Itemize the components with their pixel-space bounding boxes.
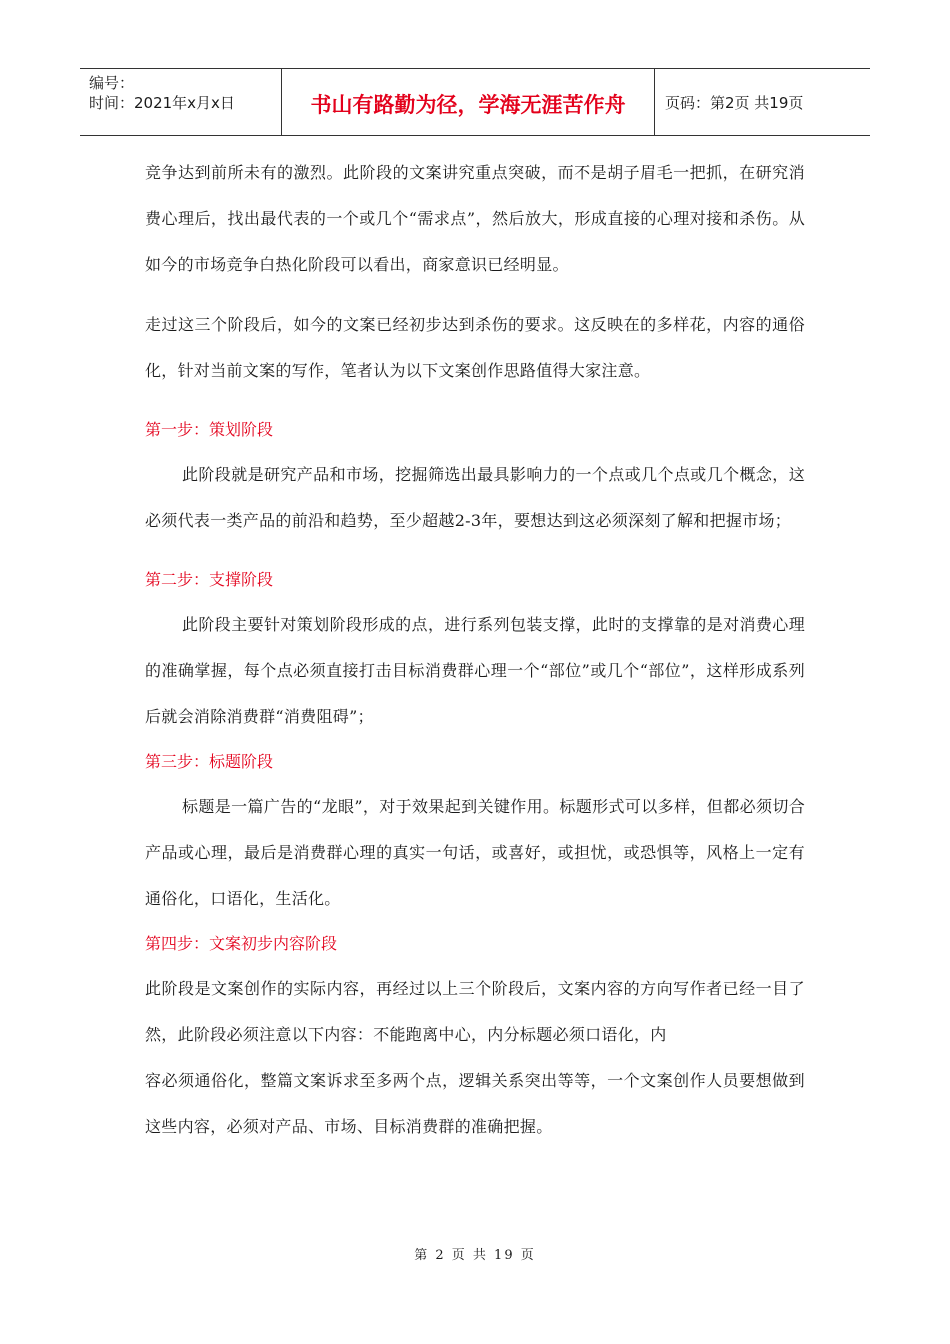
step-4-body-part-a: 此阶段是文案创作的实际内容，再经过以上三个阶段后，文案内容的方向写作者已经一目了然，此阶段必须注意以下内容：不能跑离中心，内分标题必须口语化，内: [145, 979, 805, 1044]
document-body: [145, 150, 805, 1150]
step-3-heading: 第三步：标题阶段: [145, 752, 274, 771]
paragraph: 走过这三个阶段后，如今的文案已经初步达到杀伤的要求。这反映在的多样花，内容的通俗化，针对当前文案的写作，笔者认为以下文案创作思路值得大家注意。: [145, 315, 805, 380]
time-label: 时间：2021年x月x日: [89, 94, 235, 112]
header-meta: [80, 69, 282, 135]
step-2-body: 此阶段主要针对策划阶段形成的点，进行系列包装支撑，此时的支撑靠的是对消费心理的准确掌握，每个点必须直接打击目标消费群心理一个“部位”或几个“部位”，这样形成系列后就会消除消费群“消费阻碍”；: [145, 615, 805, 726]
step-1-heading: 第一步：策划阶段: [145, 420, 274, 439]
document-header: [80, 68, 870, 136]
serial-label: 编号：: [89, 74, 135, 92]
step-1-body: 此阶段就是研究产品和市场，挖掘筛选出最具影响力的一个点或几个点或几个概念，这必须代表一类产品的前沿和趋势，至少超越2-3年，要想达到这必须深刻了解和把握市场；: [145, 465, 805, 530]
paragraph: 竞争达到前所未有的激烈。此阶段的文案讲究重点突破，而不是胡子眉毛一把抓，在研究消费心理后，找出最代表的一个或几个“需求点”，然后放大，形成直接的心理对接和杀伤。从如今的市场竞争白热化阶段可以看出，商家意识已经明显。: [145, 163, 805, 274]
header-page-info: 页码：第2页 共19页: [665, 93, 804, 112]
page-footer: 第 2 页 共 19 页: [414, 1248, 536, 1263]
step-3-body: 标题是一篇广告的“龙眼”，对于效果起到关键作用。标题形式可以多样，但都必须切合产品或心理，最后是消费群心理的真实一句话，或喜好，或担忧，或恐惧等，风格上一定有通俗化，口语化，生活化。: [145, 797, 805, 908]
step-4-body-part-b: 容必须通俗化，整篇文案诉求至多两个点，逻辑关系突出等等，一个文案创作人员要想做到这些内容，必须对产品、市场、目标消费群的准确把握。: [145, 1071, 805, 1136]
step-4-heading: 第四步：文案初步内容阶段: [145, 934, 338, 953]
step-2-heading: 第二步：支撑阶段: [145, 570, 274, 589]
header-motto: 书山有路勤为径，学海无涯苦作舟: [282, 69, 655, 135]
